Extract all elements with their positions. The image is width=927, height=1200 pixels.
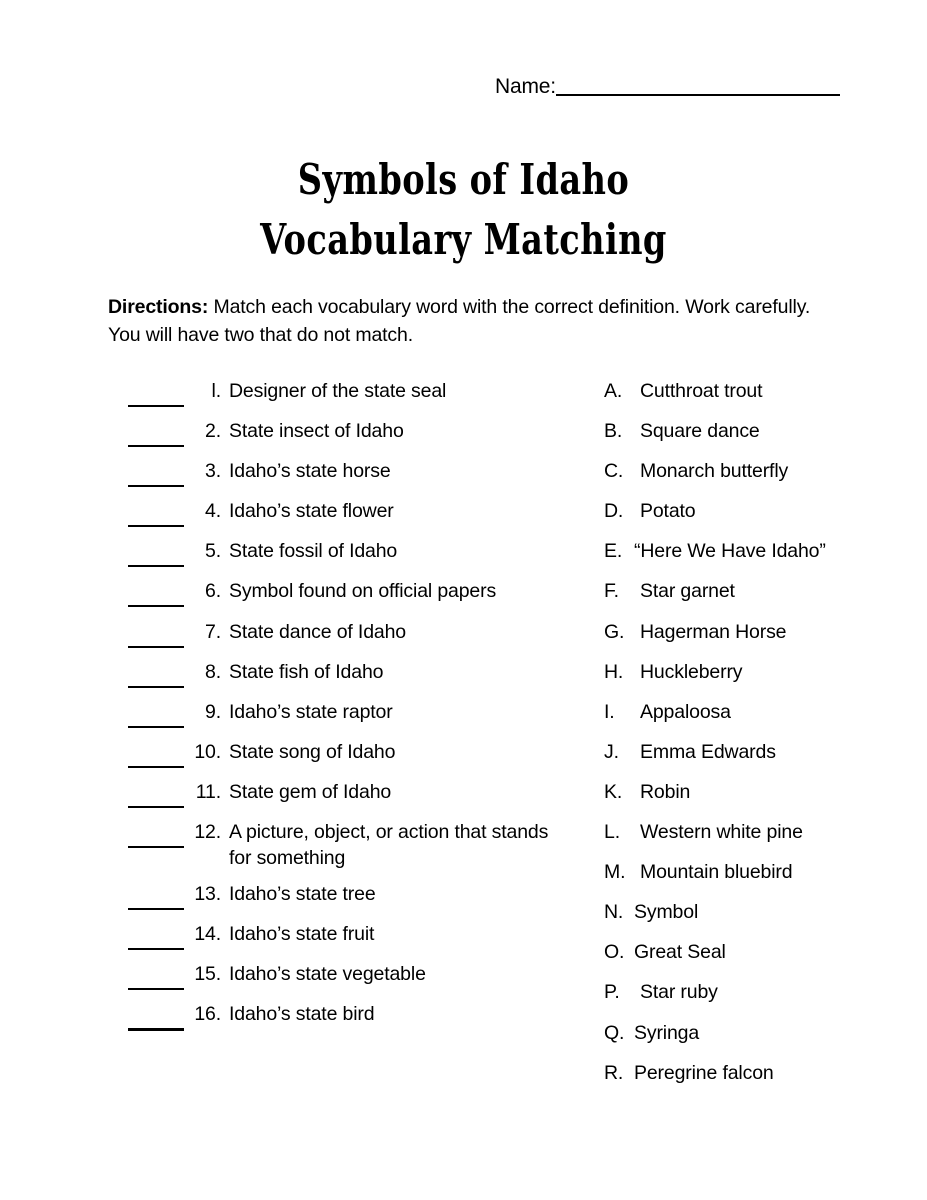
- question-row: [0, 619, 560, 659]
- question-number: 6.: [205, 580, 221, 603]
- question-number: 5.: [205, 540, 221, 563]
- answer-blank-line[interactable]: [128, 445, 184, 447]
- answer-blank-line[interactable]: [128, 1028, 184, 1031]
- question-row: [0, 418, 560, 458]
- choice-row: [604, 458, 924, 498]
- question-text: State dance of Idaho: [229, 620, 406, 643]
- choice-row: [604, 659, 924, 699]
- question-text: Idaho’s state vegetable: [229, 963, 426, 986]
- directions-text: Match each vocabulary word with the correct definition. Work carefully. You will have two that do not match.: [108, 296, 811, 346]
- choice-letter: G.: [604, 620, 625, 643]
- question-number: 8.: [205, 660, 221, 683]
- choice-letter: J.: [604, 740, 619, 763]
- answer-blank-line[interactable]: [128, 726, 184, 728]
- choice-text: Huckleberry: [640, 660, 743, 683]
- question-row: [0, 779, 560, 819]
- choice-text: Hagerman Horse: [640, 620, 787, 643]
- choice-row: [604, 1020, 924, 1060]
- question-row: [0, 739, 560, 779]
- choices-column: [604, 378, 924, 1100]
- choice-text: Star ruby: [640, 981, 718, 1004]
- choice-row: [604, 619, 924, 659]
- questions-column: [0, 378, 560, 1041]
- choice-letter: A.: [604, 380, 623, 402]
- question-number: 2.: [205, 420, 221, 443]
- choice-row: [604, 899, 924, 939]
- name-write-in-line[interactable]: [556, 94, 840, 96]
- name-field-group: [495, 76, 840, 98]
- choice-text: Emma Edwards: [640, 740, 776, 763]
- choice-row: [604, 378, 924, 418]
- question-number: 12.: [194, 821, 221, 844]
- question-row: [0, 819, 560, 881]
- question-row: [0, 578, 560, 618]
- choice-text: “Here We Have Idaho”: [634, 540, 826, 563]
- choice-letter: Q.: [604, 1021, 625, 1044]
- question-number: 3.: [205, 460, 221, 483]
- question-text: Designer of the state seal: [229, 380, 447, 402]
- directions-paragraph: [108, 293, 823, 349]
- question-row: [0, 961, 560, 1001]
- choice-row: [604, 979, 924, 1019]
- choice-row: [604, 739, 924, 779]
- question-text: Symbol found on official papers: [229, 580, 497, 603]
- question-text: Idaho’s state raptor: [229, 700, 393, 723]
- question-row: [0, 881, 560, 921]
- title-line-1: Symbols of Idaho: [297, 155, 630, 204]
- choice-letter: O.: [604, 941, 625, 964]
- choice-letter: F.: [604, 580, 619, 603]
- choice-row: [604, 1060, 924, 1100]
- question-number: 16.: [194, 1003, 221, 1026]
- question-number: 13.: [194, 883, 221, 906]
- question-text: State insect of Idaho: [229, 420, 404, 443]
- answer-blank-line[interactable]: [128, 988, 184, 990]
- choice-text: Monarch butterfly: [640, 460, 789, 483]
- question-number: 9.: [205, 700, 221, 723]
- choice-letter: M.: [604, 861, 626, 884]
- choice-letter: H.: [604, 660, 624, 683]
- choice-row: [604, 538, 924, 578]
- name-label: Name:: [495, 75, 556, 98]
- question-row: [0, 458, 560, 498]
- directions-label: Directions:: [108, 296, 209, 318]
- question-text: A picture, object, or action that stands for something: [229, 821, 549, 870]
- question-text: Idaho’s state flower: [229, 500, 394, 523]
- answer-blank-line[interactable]: [128, 846, 184, 848]
- question-number: 11.: [195, 780, 221, 803]
- choice-text: Syringa: [634, 1021, 700, 1044]
- question-number: 7.: [205, 620, 221, 643]
- choice-row: [604, 859, 924, 899]
- question-text: Idaho’s state bird: [229, 1003, 375, 1026]
- question-row: [0, 538, 560, 578]
- choice-row: [604, 418, 924, 458]
- answer-blank-line[interactable]: [128, 525, 184, 527]
- choice-row: [604, 578, 924, 618]
- choice-text: Great Seal: [634, 941, 726, 964]
- choice-letter: C.: [604, 460, 624, 483]
- choice-row: [604, 779, 924, 819]
- choice-letter: N.: [604, 901, 624, 924]
- choice-text: Mountain bluebird: [640, 861, 793, 884]
- answer-blank-line[interactable]: [128, 605, 184, 607]
- choice-letter: I.: [604, 700, 615, 723]
- choice-text: Peregrine falcon: [634, 1061, 774, 1084]
- question-text: Idaho’s state tree: [229, 883, 376, 906]
- choice-row: [604, 819, 924, 859]
- choice-letter: P.: [604, 981, 620, 1004]
- question-text: State song of Idaho: [229, 740, 396, 763]
- question-number: l.: [211, 380, 221, 402]
- choice-letter: E.: [604, 540, 623, 563]
- title-line-2: Vocabulary Matching: [260, 215, 667, 264]
- question-row: [0, 921, 560, 961]
- answer-blank-line[interactable]: [128, 485, 184, 487]
- question-text: State gem of Idaho: [229, 780, 392, 803]
- answer-blank-line[interactable]: [128, 565, 184, 567]
- choice-letter: R.: [604, 1061, 624, 1084]
- answer-blank-line[interactable]: [128, 646, 184, 648]
- question-text: Idaho’s state horse: [229, 460, 391, 483]
- choice-text: Appaloosa: [640, 700, 731, 723]
- answer-blank-line[interactable]: [128, 908, 184, 910]
- choice-text: Western white pine: [640, 821, 803, 844]
- choice-text: Symbol: [634, 901, 699, 924]
- question-number: 4.: [205, 500, 221, 523]
- answer-blank-line[interactable]: [128, 686, 184, 688]
- question-row: [0, 498, 560, 538]
- answer-blank-line[interactable]: [128, 806, 184, 808]
- question-row: [0, 699, 560, 739]
- question-number: 10.: [194, 740, 221, 763]
- choice-text: Potato: [640, 500, 696, 523]
- question-number: 14.: [194, 923, 221, 946]
- choice-text: Robin: [640, 780, 691, 803]
- choice-row: [604, 939, 924, 979]
- choice-letter: L.: [604, 821, 620, 844]
- answer-blank-line[interactable]: [128, 405, 184, 407]
- choice-letter: K.: [604, 780, 623, 803]
- question-row: [0, 659, 560, 699]
- question-text: Idaho’s state fruit: [229, 923, 375, 946]
- answer-blank-line[interactable]: [128, 766, 184, 768]
- page-title: [0, 150, 927, 270]
- question-text: State fish of Idaho: [229, 660, 384, 683]
- choice-text: Cutthroat trout: [640, 380, 763, 402]
- choice-text: Square dance: [640, 420, 760, 443]
- question-row: [0, 378, 560, 418]
- choice-row: [604, 699, 924, 739]
- choice-letter: D.: [604, 500, 624, 523]
- question-row: [0, 1001, 560, 1041]
- question-text: State fossil of Idaho: [229, 540, 398, 563]
- choice-row: [604, 498, 924, 538]
- choice-text: Star garnet: [640, 580, 735, 603]
- answer-blank-line[interactable]: [128, 948, 184, 950]
- question-number: 15.: [194, 963, 221, 986]
- choice-letter: B.: [604, 420, 623, 443]
